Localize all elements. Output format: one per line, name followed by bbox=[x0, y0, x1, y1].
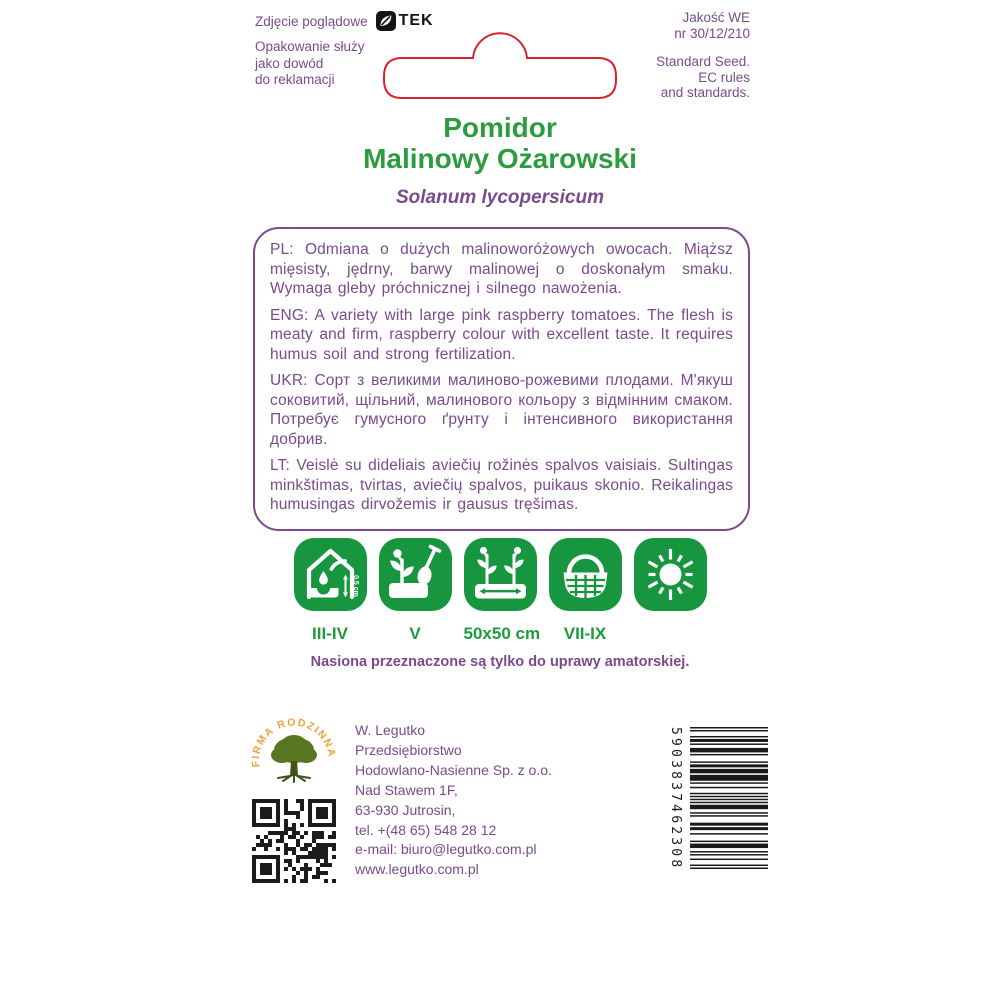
packaging-note-line: jako dowód bbox=[255, 55, 324, 71]
packaging-note-line: Opakowanie służy bbox=[255, 39, 365, 54]
icon-cell-harvest bbox=[549, 538, 622, 644]
description-lt: LT: Veislė su dideliais aviečių rožinės spalvos vaisiais. Sultingas minkštimas, tvirtas, aviečių spalvos, puikaus skonio. Reikalingas humusingas dirvožemis ir gausus tręšimas. bbox=[270, 457, 733, 513]
packaging-note bbox=[255, 39, 365, 89]
amateur-use-note: Nasiona przeznaczone są tylko do uprawy amatorskiej. bbox=[310, 654, 690, 670]
tek-leaf-icon bbox=[376, 11, 396, 31]
planting-out-icon bbox=[379, 538, 452, 611]
barcode-bars bbox=[690, 727, 768, 869]
standard-line: Standard Seed. bbox=[656, 54, 750, 69]
icon-cell-spacing bbox=[463, 538, 541, 644]
top-right-header bbox=[500, 10, 750, 101]
spacing-label: 50x50 cm bbox=[463, 624, 541, 643]
harvest-period-label: VII-IX bbox=[563, 624, 607, 643]
description-eng: ENG: A variety with large pink raspberry tomatoes. The flesh is meaty and firm, raspberry colour with excellent taste. It requires humus soil and strong fertilization. bbox=[270, 306, 733, 363]
sowing-under-cover-icon bbox=[294, 538, 367, 611]
top-left-header bbox=[255, 11, 434, 31]
quality-line: Jakość WE bbox=[682, 10, 750, 25]
packaging-note-line: do reklamacji bbox=[255, 72, 335, 87]
latin-name: Solanum lycopersicum bbox=[395, 187, 604, 208]
tek-brand bbox=[376, 11, 434, 31]
company-line: Hodowlano-Nasienne Sp. z o.o. bbox=[355, 761, 552, 778]
company-info bbox=[355, 721, 552, 880]
product-title-line2: Malinowy Ożarowski bbox=[363, 143, 637, 174]
barcode-number: 5903837462308 bbox=[668, 727, 683, 871]
description-box bbox=[253, 227, 750, 531]
company-line: W. Legutko bbox=[355, 722, 426, 738]
tree-icon bbox=[271, 735, 317, 782]
standard-line: EC rules bbox=[698, 69, 750, 85]
firma-rodzinna-logo bbox=[250, 714, 338, 798]
description-pl: PL: Odmiana o dużych malinoworóżowych owocach. Miąższ mięsisty, jędrny, barwy malinowej o doskonałym smaku. Wymaga gleby próchnicznej i silnego nawożenia. bbox=[270, 241, 733, 297]
icon-cell-planting bbox=[379, 538, 452, 644]
company-line: Przedsiębiorstwo bbox=[355, 741, 462, 758]
cultivation-icons-row bbox=[0, 538, 1000, 644]
company-line: www.legutko.com.pl bbox=[355, 861, 479, 878]
product-title-line1: Pomidor bbox=[443, 112, 557, 143]
barcode-rotated-block bbox=[664, 727, 768, 869]
tek-brand-text: TEK bbox=[398, 12, 434, 29]
company-line: tel. +(48 65) 548 28 12 bbox=[355, 821, 497, 838]
sowing-depth-label: 0,5 cm bbox=[351, 575, 359, 597]
company-line: 63-930 Jutrosin, bbox=[355, 801, 456, 818]
icon-cell-sun bbox=[634, 538, 707, 624]
logo-arc-text: FIRMA RODZINNA bbox=[250, 716, 338, 768]
quality-line: nr 30/12/210 bbox=[674, 25, 750, 41]
company-line: Nad Stawem 1F, bbox=[355, 781, 458, 798]
product-title bbox=[0, 112, 1000, 174]
sun-icon bbox=[634, 538, 707, 611]
sowing-period-label: III-IV bbox=[312, 624, 348, 643]
barcode bbox=[664, 727, 768, 869]
planting-period-label: V bbox=[409, 624, 421, 643]
qr-code bbox=[252, 799, 336, 883]
company-line: e-mail: biuro@legutko.com.pl bbox=[355, 841, 537, 858]
standard-line: and standards. bbox=[660, 85, 750, 100]
plant-spacing-icon bbox=[464, 538, 537, 611]
description-ukr: UKR: Сорт з великими малиново-рожевими плодами. М'якуш соковитий, щільний, малинового кольору з відмінним смаком. Потребує гумусного ґрунту і інтенсивного використання добрив. bbox=[270, 372, 733, 448]
photo-note: Zdjęcie poglądowe bbox=[255, 13, 368, 29]
icon-cell-sowing bbox=[294, 538, 367, 644]
harvest-basket-icon bbox=[549, 538, 622, 611]
